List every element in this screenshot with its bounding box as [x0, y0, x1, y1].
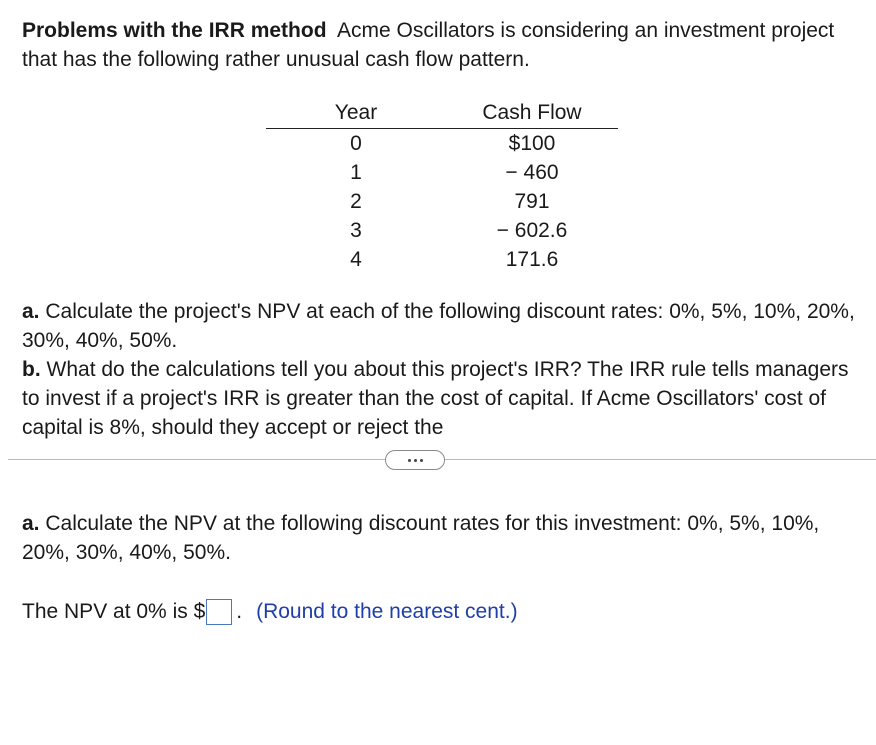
part-a-prompt	[22, 509, 862, 567]
year-column-header: Year	[266, 98, 446, 129]
ellipsis-icon	[408, 459, 411, 462]
question-b	[22, 355, 862, 442]
cash-flow-cell: $100	[508, 131, 556, 155]
problem-title: Problems with the IRR method	[22, 19, 327, 42]
ellipsis-icon	[420, 459, 423, 462]
question-a-label: a.	[22, 300, 40, 323]
cash-flow-column-header: Cash Flow	[446, 98, 618, 129]
part-a-text: Calculate the NPV at the following discount rates for this investment: 0%, 5%, 10%, 20%, 30%, 40%, 50%.	[22, 512, 820, 564]
rounding-hint: (Round to the nearest cent.)	[256, 600, 518, 623]
ellipsis-icon	[414, 459, 417, 462]
table-row	[266, 245, 618, 274]
cash-flow-cell: 171.6	[505, 247, 559, 271]
question-list	[22, 297, 862, 439]
cash-flow-table	[266, 98, 618, 274]
table-row	[266, 187, 618, 216]
answer-suffix: .	[236, 600, 243, 623]
question-b-text: What do the calculations tell you about this project's IRR? The IRR rule tells managers to invest if a project's IRR is greater than the cost of capital. If Acme Oscillators' cost of capital is 8%, should they accept or reject the	[22, 358, 849, 439]
npv-answer-input[interactable]	[206, 599, 232, 625]
year-cell: 2	[350, 189, 362, 213]
year-cell: 0	[350, 131, 362, 155]
question-a	[22, 297, 862, 355]
year-cell: 3	[350, 218, 362, 242]
answer-prefix: The NPV at 0% is $	[22, 600, 206, 623]
year-cell: 4	[350, 247, 362, 271]
table-row	[266, 129, 618, 159]
question-b-label: b.	[22, 358, 41, 381]
cash-flow-cell: − 602.6	[496, 218, 568, 242]
table-header-row	[266, 98, 618, 129]
cash-flow-cell: − 460	[505, 160, 559, 184]
problem-statement	[22, 16, 862, 74]
table-row	[266, 158, 618, 187]
year-cell: 1	[350, 160, 362, 184]
answer-line	[22, 597, 518, 626]
part-a-label: a.	[22, 512, 40, 535]
expand-question-button[interactable]	[385, 450, 445, 470]
table-row	[266, 216, 618, 245]
question-a-text: Calculate the project's NPV at each of the following discount rates: 0%, 5%, 10%, 20%, 30%, 40%, 50%.	[22, 300, 855, 352]
cash-flow-cell: 791	[514, 189, 550, 213]
problem-intro: Acme Oscillators is considering an investment project that has the following rather unusual cash flow pattern.	[22, 19, 835, 71]
